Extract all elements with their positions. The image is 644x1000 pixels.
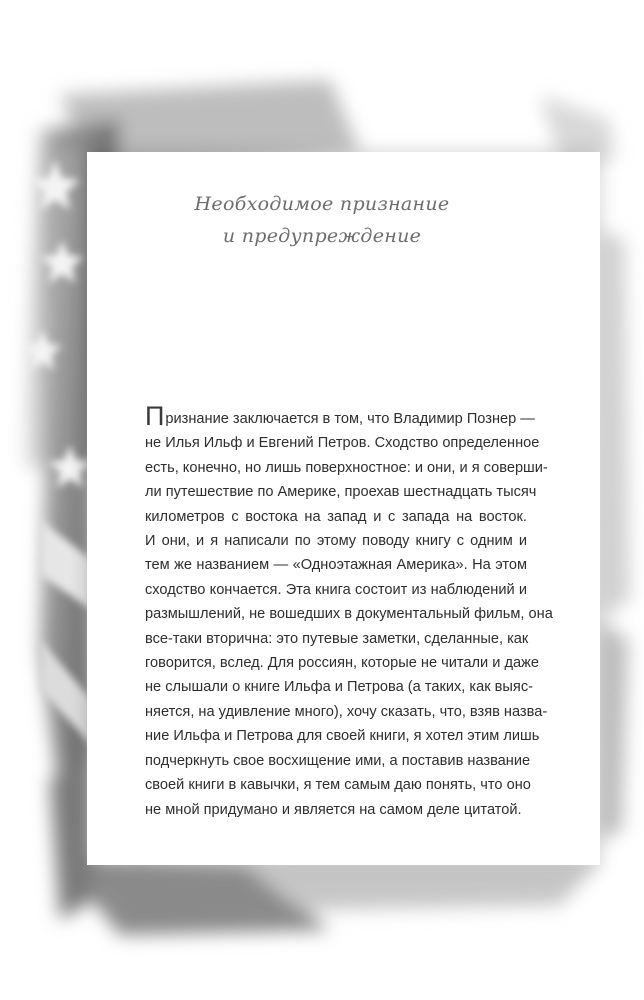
text-line: не слышали о книге Ильфа и Петрова (а таких, как выяс- <box>145 679 533 696</box>
chapter-title-line: Необходимое признание <box>194 193 450 215</box>
text-line: ли путешествие по Америке, проехав шестнадцать тысяч <box>145 484 537 501</box>
text-line: своей книги в кавычки, я тем самым даю понять, что оно <box>145 777 531 794</box>
text-line: размышлений, не вошедших в документальный фильм, она <box>145 606 553 623</box>
text-line: все-таки вторична: это путевые заметки, сделанные, как <box>145 630 529 647</box>
text-line: подчеркнуть свое восхищение ими, а поставив название <box>145 752 531 769</box>
chapter-title <box>0 188 644 252</box>
chapter-title-line: и предупреждение <box>222 225 422 247</box>
text-line: ние Ильфа и Петрова для своей книги, я хотел этим лишь <box>145 728 540 745</box>
text-line: говорится, вслед. Для россиян, которые не читали и даже <box>145 655 539 672</box>
text-line <box>145 401 535 431</box>
text-line: И они, и я написали по этому поводу книгу с одним и <box>145 533 527 550</box>
text-line: не мной придумано и является на самом деле цитатой. <box>145 801 522 818</box>
text-line: тем же названием — «Одноэтажная Америка». На этом <box>145 557 527 574</box>
first-line-text: ризнание заключается в том, что Владимир Познер — <box>165 411 535 427</box>
drop-cap: П <box>145 401 165 431</box>
text-line: няется, на удивление много), хочу сказать, что, взяв назва- <box>145 703 548 720</box>
text-line: не Илья Ильф и Евгений Петров. Сходство определенное <box>145 435 540 452</box>
body-paragraph <box>145 401 553 822</box>
text-line: километров с востока на запад и с запада на восток. <box>145 508 527 525</box>
text-line: сходство кончается. Эта книга состоит из наблюдений и <box>145 581 527 598</box>
text-line: есть, конечно, но лишь поверхностное: и они, и я соверши- <box>145 459 548 476</box>
